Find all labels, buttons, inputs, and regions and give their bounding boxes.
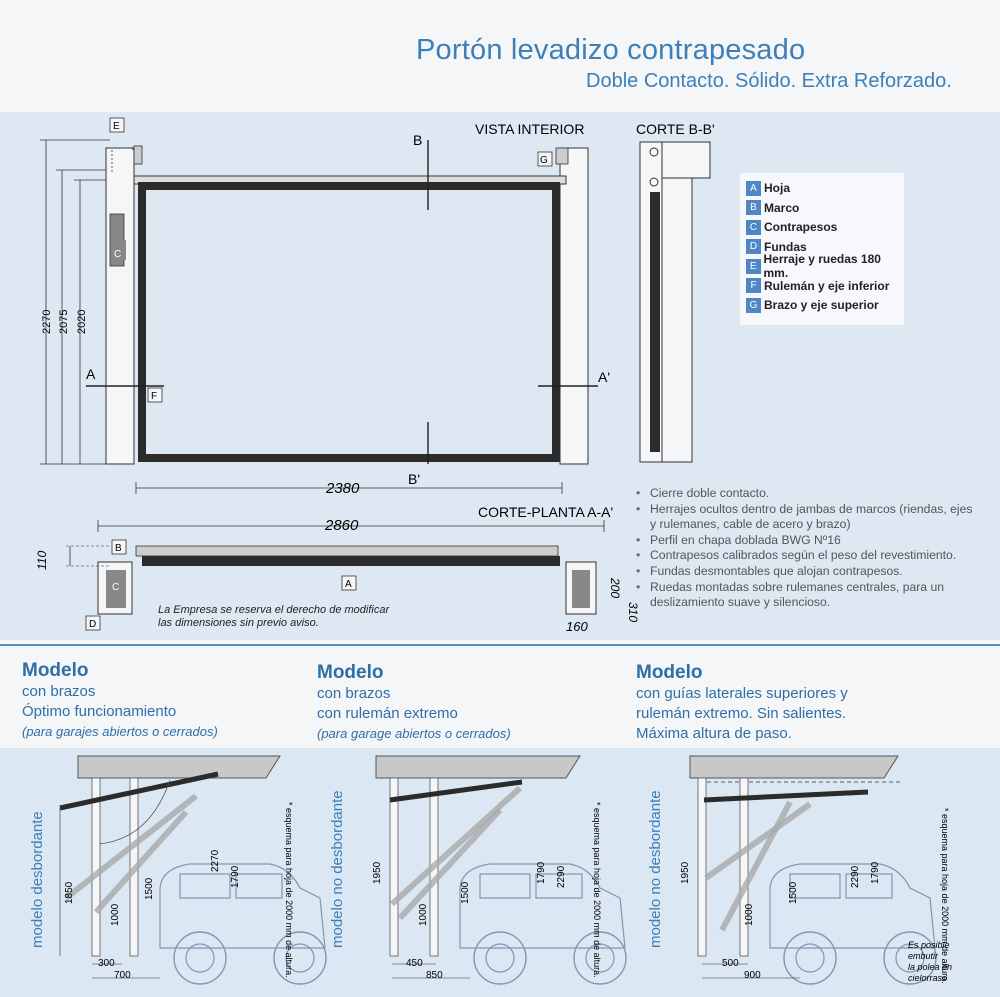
svg-text:450: 450 bbox=[406, 958, 423, 969]
model-1-side-label: modelo desbordante bbox=[29, 811, 46, 948]
model-3-note: * esquema para hoja de 2000 mm de altura. bbox=[940, 808, 950, 984]
svg-text:1950: 1950 bbox=[680, 861, 691, 884]
feature-item: • Contrapesos calibrados según el peso del revestimiento. bbox=[636, 548, 976, 564]
svg-text:1500: 1500 bbox=[460, 881, 471, 904]
dim-2380: 2380 bbox=[326, 480, 360, 497]
marker-d: D bbox=[89, 619, 97, 630]
model-2-diagram bbox=[329, 756, 626, 984]
marker-b-top: B bbox=[413, 132, 423, 148]
dim-110: 110 bbox=[35, 550, 49, 570]
svg-text:1790: 1790 bbox=[230, 865, 241, 888]
model-3-side-label: modelo no desbordante bbox=[647, 790, 664, 948]
marker-b-prime: B' bbox=[408, 471, 421, 487]
svg-text:1000: 1000 bbox=[744, 903, 755, 926]
legend-item: D Fundas bbox=[746, 238, 807, 256]
plan-aa-label: CORTE-PLANTA A-A' bbox=[478, 504, 614, 520]
svg-text:1950: 1950 bbox=[372, 861, 383, 884]
svg-text:300: 300 bbox=[98, 958, 115, 969]
dim-310: 310 bbox=[626, 602, 640, 623]
dim-2860: 2860 bbox=[325, 517, 359, 534]
svg-text:1850: 1850 bbox=[64, 881, 75, 904]
legend-item: B Marco bbox=[746, 199, 799, 217]
model-3-heading: Modelo con guías laterales superiores y rulemán extremo. Sin salientes. Máxima altura de paso. bbox=[636, 662, 848, 742]
svg-text:1500: 1500 bbox=[788, 881, 799, 904]
model-2-side-label: modelo no desbordante bbox=[329, 790, 346, 948]
svg-text:1500: 1500 bbox=[144, 877, 155, 900]
marker-c: C bbox=[114, 249, 122, 260]
interior-view-label: VISTA INTERIOR bbox=[475, 121, 585, 137]
model-3-door-open bbox=[704, 792, 868, 800]
dim-2020: 2020 bbox=[76, 309, 88, 334]
svg-text:1000: 1000 bbox=[110, 903, 121, 926]
section-bb-label: CORTE B-B' bbox=[636, 121, 715, 137]
plan-frame bbox=[136, 546, 558, 556]
right-jamb bbox=[560, 148, 588, 464]
legend-item: E Herraje y ruedas 180 mm. bbox=[746, 257, 904, 275]
model-1-diagram bbox=[29, 756, 326, 984]
marker-c-plan: C bbox=[112, 582, 120, 593]
svg-text:1790: 1790 bbox=[870, 861, 881, 884]
feature-item: • Herrajes ocultos dentro de jambas de marcos (riendas, ejes y rulemanes, cable de acero y brazo) bbox=[636, 502, 976, 533]
marker-a-plan: A bbox=[345, 579, 352, 590]
dim-160: 160 bbox=[566, 619, 588, 634]
marker-b-plan: B bbox=[115, 543, 122, 554]
height-dimensions bbox=[40, 140, 110, 464]
features-list bbox=[636, 486, 976, 611]
svg-text:cielorraso: cielorraso bbox=[908, 973, 948, 983]
dim-2270: 2270 bbox=[41, 309, 53, 334]
feature-item: • Perfil en chapa doblada BWG Nº16 bbox=[636, 533, 976, 549]
model-3-diagram bbox=[647, 756, 952, 984]
feature-item: • Cierre doble contacto. bbox=[636, 486, 976, 502]
model-2-door-open bbox=[390, 782, 522, 800]
height-dimension-labels bbox=[41, 310, 88, 334]
model-2-heading: Modelo con brazos con rulemán extremo (para garage abiertos o cerrados) bbox=[317, 662, 511, 741]
section-divider bbox=[0, 644, 1000, 646]
marker-f: F bbox=[151, 391, 158, 402]
feature-item: • Ruedas montadas sobre rulemanes centrales, para un deslizamiento suave y silencioso. bbox=[636, 580, 976, 611]
model-1-heading: Modelo con brazos Óptimo funcionamiento (para garajes abiertos o cerrados) bbox=[22, 660, 218, 739]
legend-item: F Rulemán y eje inferior bbox=[746, 277, 889, 295]
dim-200: 200 bbox=[608, 578, 622, 599]
dim-2075: 2075 bbox=[58, 309, 70, 334]
marker-e: E bbox=[113, 121, 120, 132]
model-1-ceiling bbox=[78, 756, 280, 778]
svg-text:500: 500 bbox=[722, 958, 739, 969]
door-leaf bbox=[142, 186, 556, 458]
model-3-ceiling bbox=[690, 756, 898, 778]
svg-text:1000: 1000 bbox=[418, 903, 429, 926]
model-diagrams bbox=[0, 748, 1000, 997]
legend-item: A Hoja bbox=[746, 179, 790, 197]
legend-item: C Contrapesos bbox=[746, 218, 837, 236]
svg-text:850: 850 bbox=[426, 970, 443, 981]
left-jamb bbox=[106, 148, 134, 464]
plan-leaf bbox=[142, 556, 560, 566]
svg-text:1790: 1790 bbox=[536, 861, 547, 884]
legend-item: G Brazo y eje superior bbox=[746, 296, 879, 314]
legend bbox=[740, 173, 904, 325]
model-2-ceiling bbox=[376, 756, 580, 778]
marker-g: G bbox=[540, 155, 548, 166]
svg-text:2290: 2290 bbox=[850, 865, 861, 888]
page-title: Portón levadizo contrapesado bbox=[416, 34, 806, 66]
svg-text:700: 700 bbox=[114, 970, 131, 981]
svg-text:Es posible: Es posible bbox=[908, 940, 950, 950]
feature-item: • Fundas desmontables que alojan contrapesos. bbox=[636, 564, 976, 580]
svg-text:embutir: embutir bbox=[908, 951, 939, 961]
svg-text:2290: 2290 bbox=[556, 865, 567, 888]
model-3-extra-note bbox=[908, 940, 952, 983]
svg-text:2270: 2270 bbox=[210, 849, 221, 872]
svg-text:900: 900 bbox=[744, 970, 761, 981]
model-1-door-open bbox=[60, 774, 218, 808]
marker-a-prime: A' bbox=[598, 369, 611, 385]
disclaimer: La Empresa se reserva el derecho de modificar las dimensiones sin previo aviso. bbox=[158, 604, 390, 629]
page-subtitle: Doble Contacto. Sólido. Extra Reforzado. bbox=[586, 70, 952, 92]
marker-a-left: A bbox=[86, 366, 96, 382]
model-2-note: * esquema para hoja de 2000 mm de altura. bbox=[592, 802, 602, 978]
model-1-note: * esquema para hoja de 2000 mm de altura. bbox=[284, 802, 294, 978]
svg-text:la polea en: la polea en bbox=[908, 962, 953, 972]
